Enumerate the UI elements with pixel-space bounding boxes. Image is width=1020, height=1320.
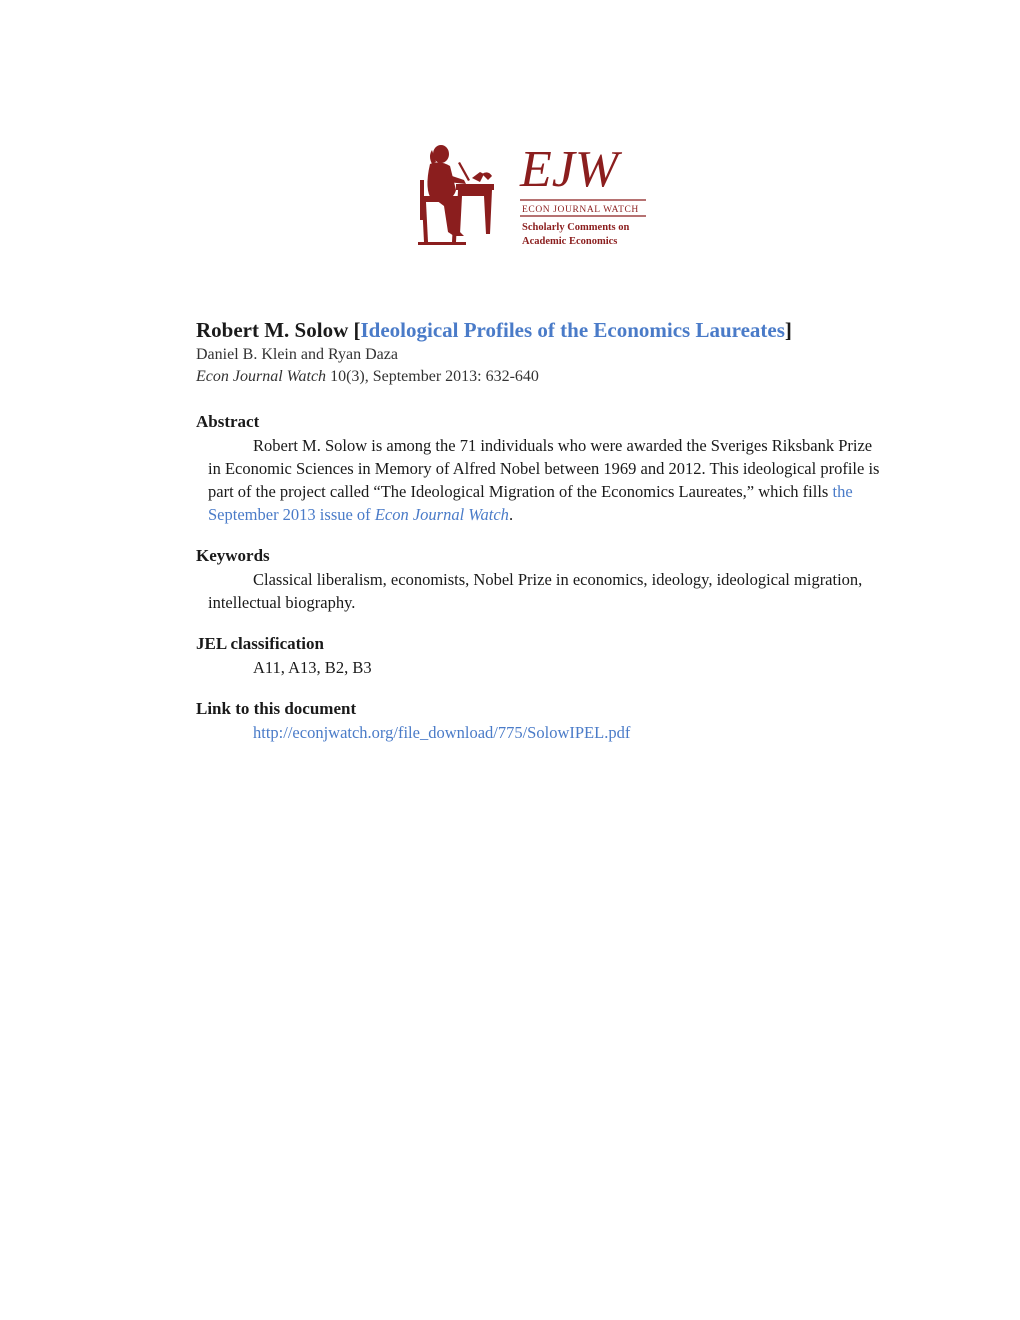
issue-link-text: the September 2013 issue of bbox=[208, 482, 853, 524]
link-section bbox=[196, 697, 886, 744]
logo-tagline-2: Academic Economics bbox=[522, 236, 618, 247]
title-open-bracket: [ bbox=[353, 318, 361, 342]
keywords-text: Classical liberalism, economists, Nobel Prize in economics, ideology, ideological migration, intellectual biography. bbox=[208, 570, 863, 612]
ejw-logo bbox=[416, 140, 652, 252]
abstract-text bbox=[208, 434, 886, 526]
document-link[interactable]: http://econjwatch.org/file_download/775/SolowIPEL.pdf bbox=[253, 723, 631, 742]
keywords-heading: Keywords bbox=[196, 546, 270, 565]
series-link[interactable]: Ideological Profiles of the Economics Laureates bbox=[360, 318, 785, 342]
article-title bbox=[196, 316, 886, 344]
title-main: Robert M. Solow bbox=[196, 318, 349, 342]
citation bbox=[196, 366, 886, 388]
abstract-section bbox=[196, 410, 886, 526]
article-content bbox=[196, 316, 886, 744]
keywords-section bbox=[196, 544, 886, 614]
logo-tagline-1: Scholarly Comments on bbox=[522, 222, 630, 233]
abstract-body: Robert M. Solow is among the 71 individuals who were awarded the Sveriges Riksbank Prize in Economic Sciences in Memory of Alfred Nobel between 1969 and 2012. This ideological profile is part of the project called “The Ideological Migration of the Economics Laureates,” which fills bbox=[208, 436, 880, 501]
citation-journal: Econ Journal Watch bbox=[196, 368, 327, 385]
logo-letters: EJW bbox=[520, 141, 619, 198]
logo-name: ECON JOURNAL WATCH bbox=[522, 205, 639, 215]
scholar-at-desk-icon bbox=[416, 140, 652, 252]
jel-codes: A11, A13, B2, B3 bbox=[253, 658, 372, 677]
issue-link-journal: Econ Journal Watch bbox=[374, 505, 509, 524]
abstract-end: . bbox=[508, 505, 514, 524]
citation-details: 10(3), September 2013: 632-640 bbox=[330, 368, 539, 385]
abstract-heading: Abstract bbox=[196, 412, 260, 431]
link-heading: Link to this document bbox=[196, 699, 357, 718]
title-close-bracket: ] bbox=[784, 318, 792, 342]
authors: Daniel B. Klein and Ryan Daza bbox=[196, 346, 398, 363]
jel-heading: JEL classification bbox=[196, 634, 324, 653]
jel-section bbox=[196, 632, 886, 679]
